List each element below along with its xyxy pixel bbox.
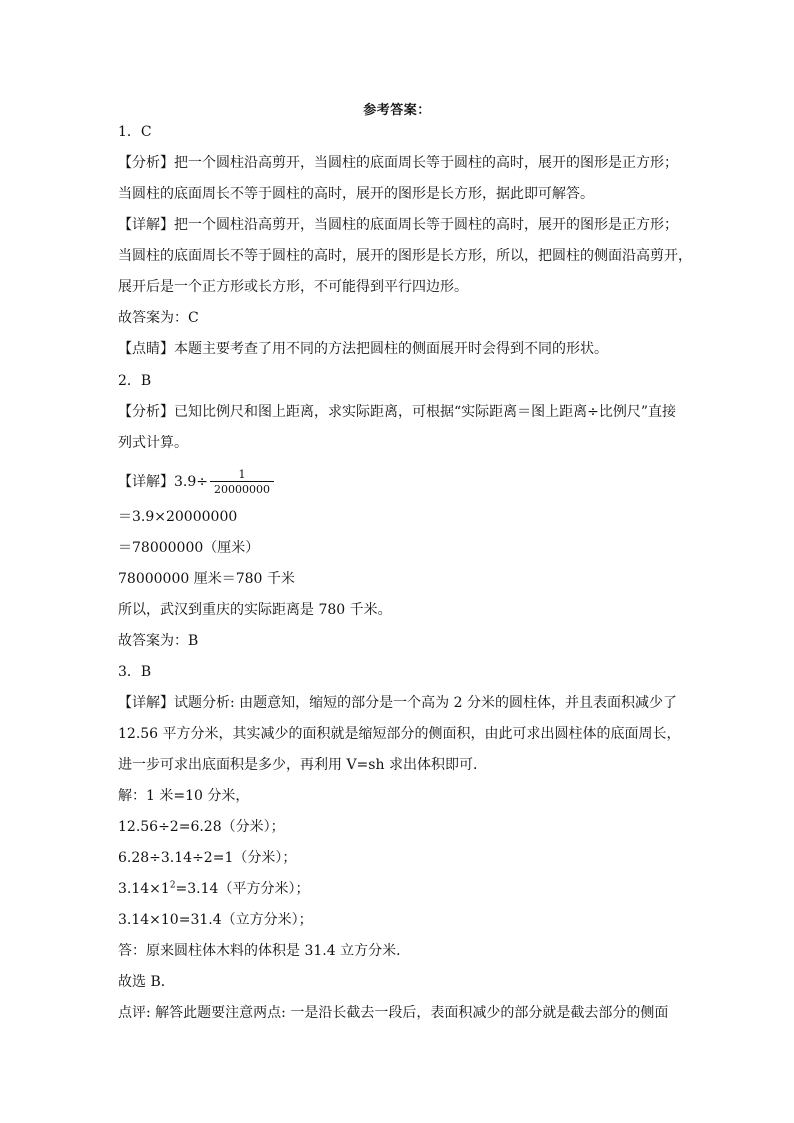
q3-detail-line-1: 【详解】试题分析: 由题意知，缩短的部分是一个高为 2 分米的圆柱体，并且表面积减少了 — [118, 695, 677, 711]
q2-step-3: 78000000 厘米＝780 千米 — [118, 571, 295, 587]
scale-fraction — [210, 468, 274, 496]
q2-detail-prefix: 【详解】3.9÷ — [118, 474, 208, 490]
q3-choice: 故选 B． — [118, 974, 175, 990]
q1-detail-line-2: 当圆柱的底面周长不等于圆柱的高时，展开的图形是长方形，所以，把圆柱的侧面沿高剪开， — [118, 248, 692, 264]
q3-solution-4-base: 3.14×1 — [118, 881, 170, 897]
q3-review: 点评: 解答此题要注意两点: 一是沿长截去一段后，表面积减少的部分就是截去部分的侧面 — [118, 1005, 669, 1021]
q2-detail-formula — [118, 468, 688, 496]
q2-answer: 2．B — [118, 373, 152, 389]
q3-solution-3: 6.28÷3.14÷2=1（分米）； — [118, 850, 297, 866]
q3-detail-line-2: 12.56 平方分米，其实减少的面积就是缩短部分的侧面积，由此可求出圆柱体的底面周长， — [118, 726, 681, 742]
q1-answer: 1．C — [118, 124, 152, 140]
q1-analysis-line-2: 当圆柱的底面周长不等于圆柱的高时，展开的图形是长方形，据此即可解答。 — [118, 186, 594, 202]
q3-solution-4 — [118, 879, 688, 899]
q3-detail-line-3: 进一步可求出底面积是多少，再利用 V=sh 求出体积即可． — [118, 757, 487, 773]
q3-solution-4-result: =3.14（平方分米）； — [175, 881, 310, 897]
q1-detail-line-3: 展开后是一个正方形或长方形，不可能得到平行四边形。 — [118, 279, 468, 295]
q3-answer-line: 答：原来圆柱体木料的体积是 31.4 立方分米． — [118, 943, 411, 959]
fraction-numerator: 1 — [238, 468, 246, 481]
q1-comment: 【点睛】本题主要考查了用不同的方法把圆柱的侧面展开时会得到不同的形状。 — [118, 341, 608, 357]
q3-solution-2: 12.56÷2=6.28（分米）； — [118, 819, 285, 835]
q2-conclusion: 所以，武汉到重庆的实际距离是 780 千米。 — [118, 602, 392, 618]
q2-analysis-line-2: 列式计算。 — [118, 435, 188, 451]
q3-solution-5: 3.14×10=31.4（立方分米）； — [118, 912, 313, 928]
exponent: 2 — [169, 880, 176, 891]
q2-step-1: ＝3.9×20000000 — [118, 509, 238, 525]
q2-step-2: ＝78000000（厘米） — [118, 540, 260, 556]
q1-final-answer: 故答案为：C — [118, 310, 199, 326]
q1-analysis-line-1: 【分析】把一个圆柱沿高剪开，当圆柱的底面周长等于圆柱的高时，展开的图形是正方形； — [118, 155, 678, 171]
q3-answer: 3．B — [118, 664, 152, 680]
q2-analysis-line-1: 【分析】已知比例尺和图上距离，求实际距离，可根据“实际距离＝图上距离÷比例尺”直接 — [118, 404, 677, 420]
page-title: 参考答案： — [363, 103, 431, 118]
q2-final-answer: 故答案为：B — [118, 633, 199, 649]
q3-solution-1: 解：1 米=10 分米， — [118, 788, 250, 804]
fraction-denominator: 20000000 — [210, 481, 274, 496]
q1-detail-line-1: 【详解】把一个圆柱沿高剪开，当圆柱的底面周长等于圆柱的高时，展开的图形是正方形； — [118, 217, 678, 233]
